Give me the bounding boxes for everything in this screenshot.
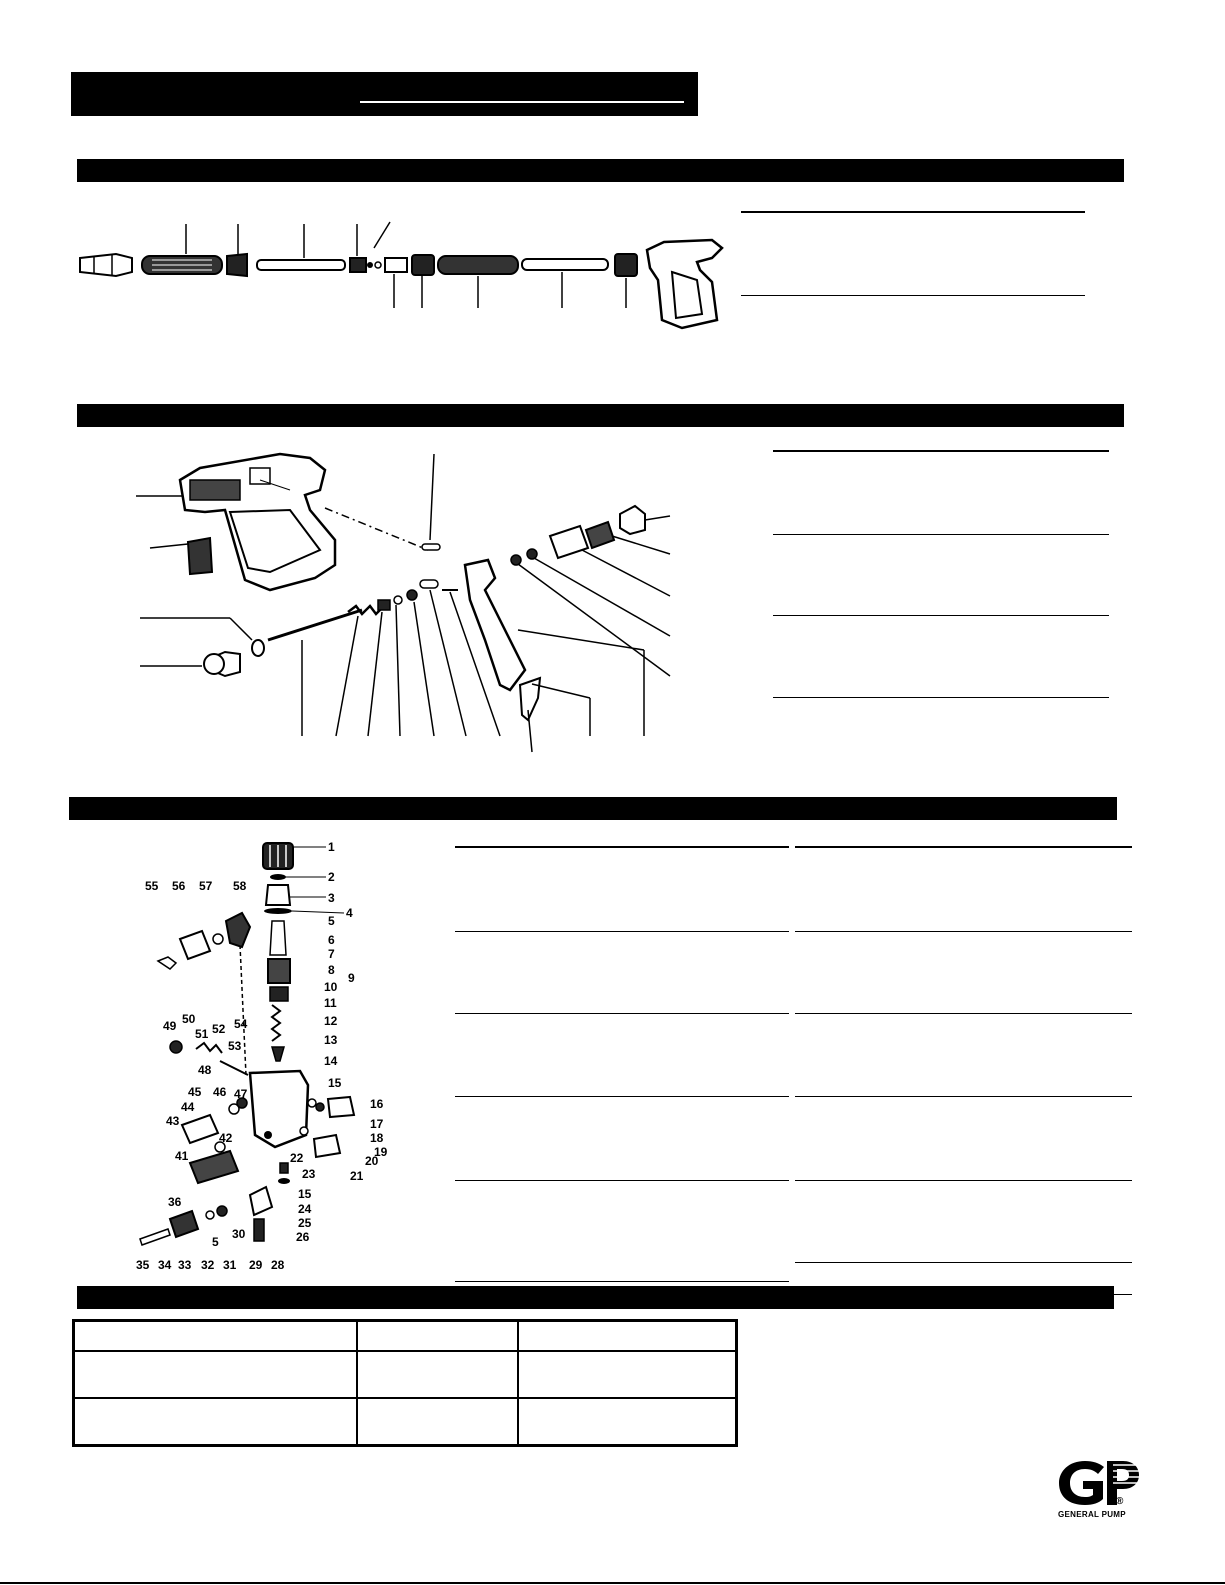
callout-20: 20 [365,1154,379,1168]
callout-46: 46 [213,1085,227,1099]
s3-col1-rule-1 [455,846,789,848]
callout-5b: 5 [212,1235,219,1249]
kits-table-col-divider-2 [517,1322,519,1444]
callout-24: 24 [298,1202,312,1216]
s3-col2-rule-1 [795,846,1132,848]
callout-53: 53 [228,1039,242,1053]
callout-51: 51 [195,1027,209,1041]
callout-1: 1 [328,840,335,854]
callout-18: 18 [370,1131,384,1145]
callout-34: 34 [158,1258,172,1272]
callout-25: 25 [298,1216,312,1230]
callout-22: 22 [290,1151,304,1165]
title-banner [71,72,698,116]
callout-57: 57 [199,879,213,893]
general-pump-logo [1055,1455,1145,1511]
callout-30: 30 [232,1227,246,1241]
callout-44: 44 [181,1100,195,1114]
callout-15b: 15 [298,1187,312,1201]
callout-10: 10 [324,980,338,994]
section-header-gun-assembly [77,159,1124,182]
s1-table-top-rule [741,211,1085,213]
callout-7: 7 [328,947,335,961]
callout-8: 8 [328,963,335,977]
callout-2: 2 [328,870,335,884]
callout-52: 52 [212,1022,226,1036]
callout-21: 21 [350,1169,364,1183]
callout-33: 33 [178,1258,192,1272]
s3-col1-rule-6 [455,1281,789,1282]
unloader-exploded-diagram [130,835,400,1275]
callout-41: 41 [175,1149,189,1163]
kits-table-row-divider-1 [75,1350,735,1352]
callout-49: 49 [163,1019,177,1033]
callout-31: 31 [223,1258,237,1272]
callout-17: 17 [370,1117,384,1131]
callout-14: 14 [324,1054,338,1068]
s3-col2-rule-7 [1114,1294,1132,1295]
s2-table-rule-2 [773,534,1109,535]
callout-23: 23 [302,1167,316,1181]
company-name: GENERAL PUMP [1058,1510,1126,1519]
callout-54: 54 [234,1017,248,1031]
callout-5: 5 [328,914,335,928]
callout-32: 32 [201,1258,215,1272]
title-underline [360,101,684,103]
callout-19: 19 [374,1145,388,1159]
s3-col2-rule-4 [795,1096,1132,1097]
callout-11: 11 [324,996,337,1010]
s3-col1-rule-2 [455,931,789,932]
callout-12: 12 [324,1014,338,1028]
callout-28: 28 [271,1258,285,1272]
s2-table-rule-4 [773,697,1109,698]
s3-col2-rule-5 [795,1180,1132,1181]
callout-56: 56 [172,879,186,893]
callout-3: 3 [328,891,335,905]
callout-6: 6 [328,933,335,947]
s2-table-rule-1 [773,450,1109,452]
s3-col2-rule-3 [795,1013,1132,1014]
callout-15a: 15 [328,1076,342,1090]
s3-col1-rule-3 [455,1013,789,1014]
s3-col1-rule-5 [455,1180,789,1181]
s3-col2-rule-6 [795,1262,1132,1263]
registered-mark: ® [1116,1496,1124,1507]
section-header-gun-parts [77,404,1124,427]
callout-58: 58 [233,879,247,893]
wand-assembly-diagram [72,210,732,340]
callout-13: 13 [324,1033,338,1047]
s2-table-rule-3 [773,615,1109,616]
section-header-kits [77,1286,1114,1309]
section-header-unloader-parts [69,797,1117,820]
kits-table-col-divider-1 [356,1322,358,1444]
callout-43: 43 [166,1114,180,1128]
callout-55: 55 [145,879,159,893]
callout-50: 50 [182,1012,196,1026]
callout-35: 35 [136,1258,150,1272]
callout-4: 4 [346,906,353,920]
page-bottom-rule [0,1582,1225,1584]
callout-47: 47 [234,1087,248,1101]
callout-45: 45 [188,1085,202,1099]
callout-42: 42 [219,1131,233,1145]
kits-table-row-divider-2 [75,1397,735,1399]
callout-16: 16 [370,1097,384,1111]
callout-48: 48 [198,1063,212,1077]
s1-table-bottom-rule [741,295,1085,296]
gun-exploded-diagram [130,440,690,760]
s3-col2-rule-2 [795,931,1132,932]
callout-26: 26 [296,1230,310,1244]
s3-col1-rule-4 [455,1096,789,1097]
callout-9: 9 [348,971,355,985]
kits-table [72,1319,738,1447]
callout-29: 29 [249,1258,263,1272]
callout-36: 36 [168,1195,182,1209]
